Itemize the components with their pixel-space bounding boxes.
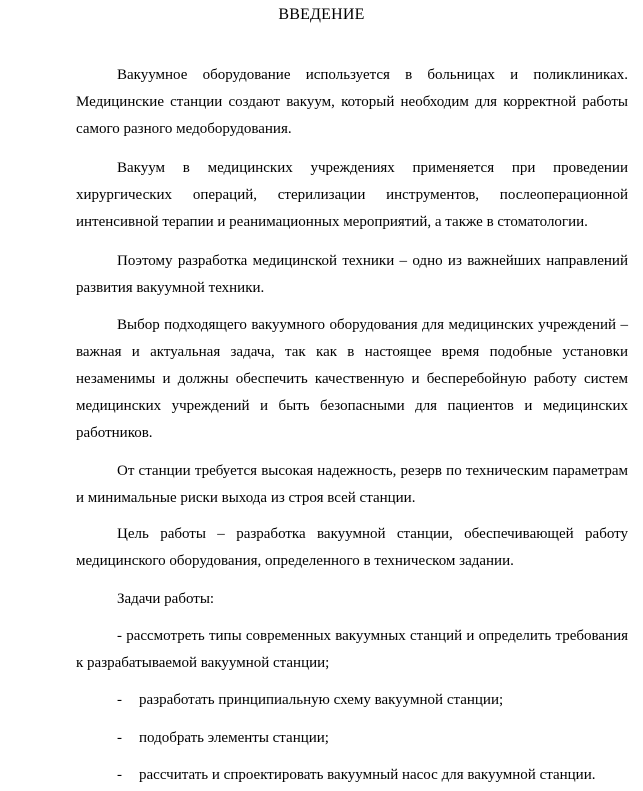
task-dash: - <box>117 730 122 746</box>
task-dash: - <box>117 767 122 783</box>
task-item <box>117 687 628 714</box>
task-text: разработать принципиальную схему вакуумной станции; <box>139 692 504 708</box>
paragraph-3: Поэтому разработка медицинской техники – одно из важнейших направлений развития вакуумной техники. <box>76 253 628 296</box>
paragraph-2: Вакуум в медицинских учреждениях применяется при проведении хирургических операций, стерилизации инструментов, послеоперационной интенсивной терапии и реанимационных мероприятий, а также в стоматологии. <box>76 160 628 230</box>
paragraph-task-1: - рассмотреть типы современных вакуумных станций и определить требования к разрабатываемой вакуумной станции; <box>76 628 628 671</box>
paragraph-1: Вакуумное оборудование используется в больницах и поликлиниках. Медицинские станции создают вакуум, который необходим для корректной работы самого разного медоборудования. <box>76 67 628 137</box>
task-dash: - <box>117 692 122 708</box>
task-item <box>117 762 628 789</box>
document-title: ВВЕДЕНИЕ <box>278 6 365 23</box>
paragraph-tasks-heading: Задачи работы: <box>117 591 215 607</box>
task-text: рассчитать и спроектировать вакуумный насос для вакуумной станции. <box>139 767 596 783</box>
paragraph-4: Выбор подходящего вакуумного оборудования для медицинских учреждений – важная и актуальная задача, так как в настоящее время подобные установки незаменимы и должны обеспечить качественную и бесперебойную работу систем медицинских учреждений и быть безопасными для пациентов и медицинских работников. <box>76 317 628 441</box>
paragraph-5: От станции требуется высокая надежность, резерв по техническим параметрам и минимальные риски выхода из строя всей станции. <box>76 463 628 506</box>
paragraph-6: Цель работы – разработка вакуумной станции, обеспечивающей работу медицинского оборудования, определенного в техническом задании. <box>76 526 628 569</box>
task-text: подобрать элементы станции; <box>139 730 329 746</box>
task-item <box>117 725 628 752</box>
